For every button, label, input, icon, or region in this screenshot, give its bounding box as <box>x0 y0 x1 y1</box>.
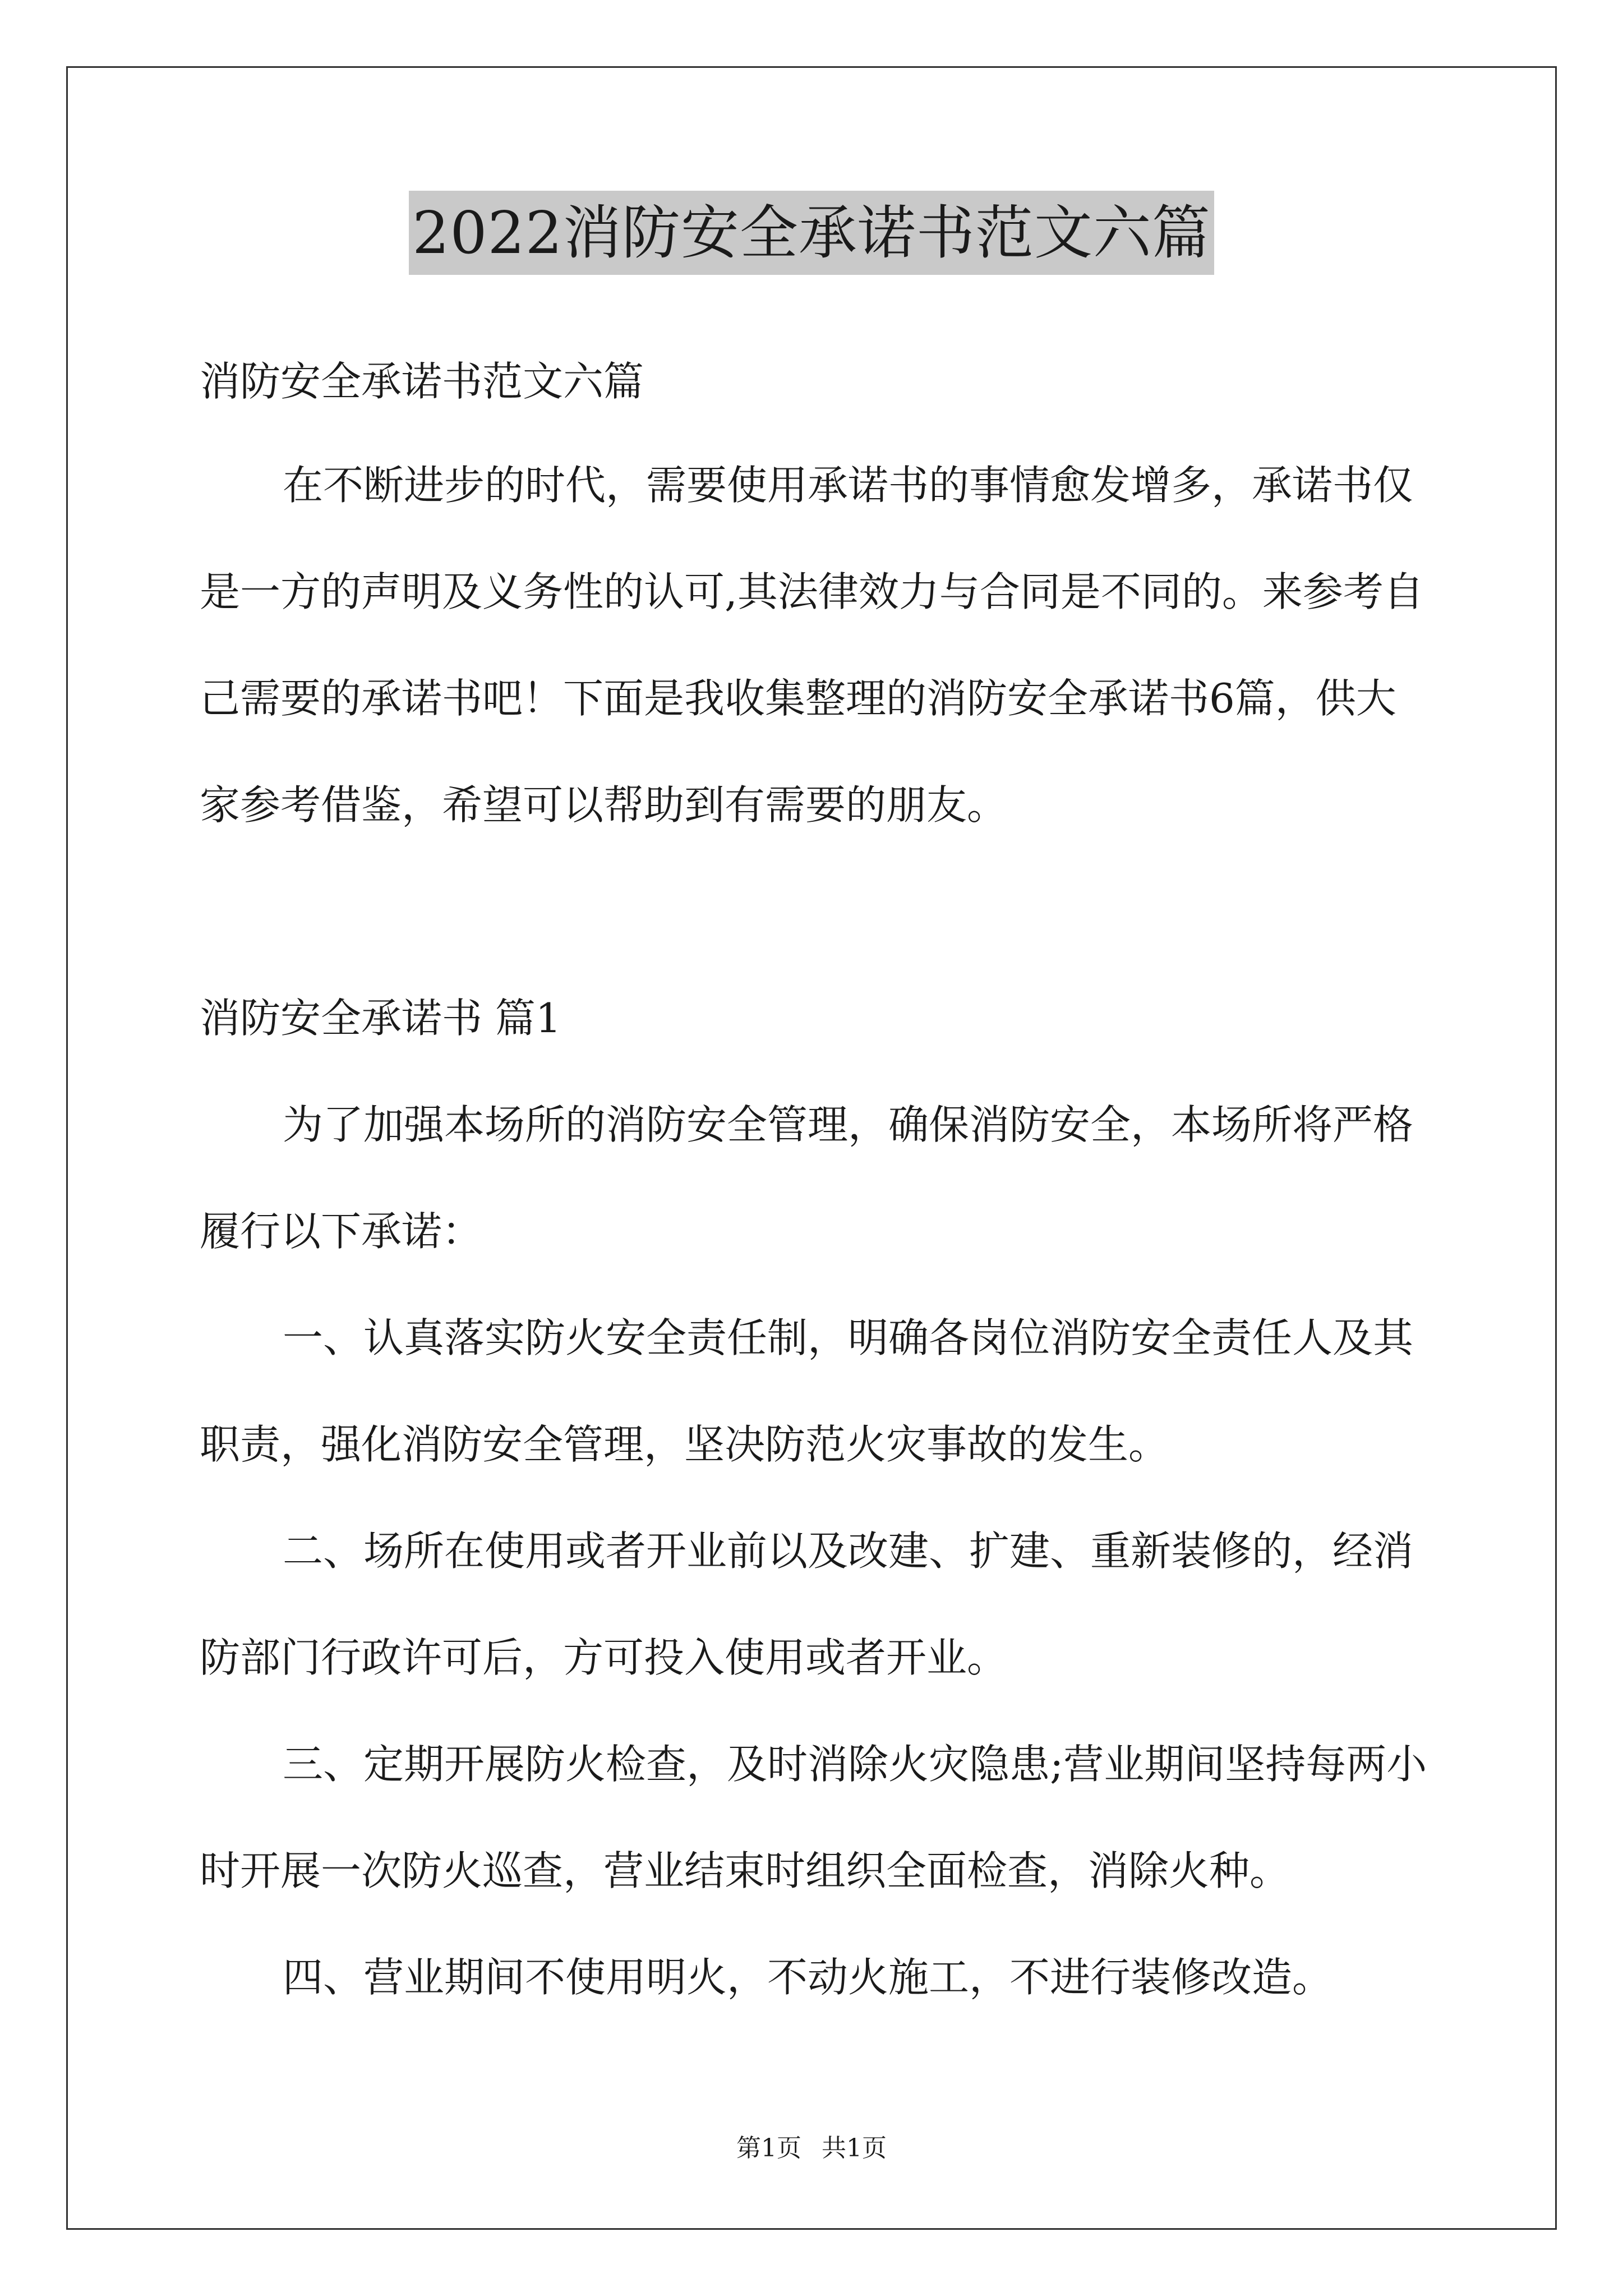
document-subtitle: 消防安全承诺书范文六篇 <box>200 358 644 405</box>
intro-line: 是一方的声明及义务性的认可,其法律效力与合同是不同的。来参考自 <box>200 568 1424 615</box>
section-line: 一、认真落实防火安全责任制，明确各岗位消防安全责任人及其 <box>283 1314 1414 1361</box>
section-line: 为了加强本场所的消防安全管理，确保消防安全，本场所将严格 <box>283 1101 1414 1148</box>
title-container <box>0 191 1623 275</box>
intro-line: 家参考借鉴，希望可以帮助到有需要的朋友。 <box>200 781 1008 829</box>
section-line: 防部门行政许可后，方可投入使用或者开业。 <box>200 1634 1008 1681</box>
section-line: 职责，强化消防安全管理，坚决防范火灾事故的发生。 <box>200 1421 1169 1468</box>
section-line: 二、场所在使用或者开业前以及改建、扩建、重新装修的，经消 <box>283 1527 1414 1575</box>
page-number-total: 共1页 <box>822 2134 887 2162</box>
section-heading: 消防安全承诺书 篇1 <box>200 995 561 1042</box>
section-line: 四、营业期间不使用明火，不动火施工，不进行装修改造。 <box>283 1954 1333 2001</box>
intro-line: 己需要的承诺书吧！下面是我收集整理的消防安全承诺书6篇，供大 <box>200 675 1396 722</box>
section-line: 三、定期开展防火检查，及时消除火灾隐患;营业期间坚持每两小 <box>283 1741 1427 1788</box>
page-number-current: 第1页 <box>736 2134 801 2162</box>
section-line: 时开展一次防火巡查，营业结束时组织全面检查，消除火种。 <box>200 1847 1290 1894</box>
document-title: 2022消防安全承诺书范文六篇 <box>409 191 1214 275</box>
section-line: 履行以下承诺： <box>200 1208 483 1255</box>
intro-line: 在不断进步的时代，需要使用承诺书的事情愈发增多，承诺书仅 <box>283 462 1414 509</box>
page-footer <box>0 2132 1623 2165</box>
